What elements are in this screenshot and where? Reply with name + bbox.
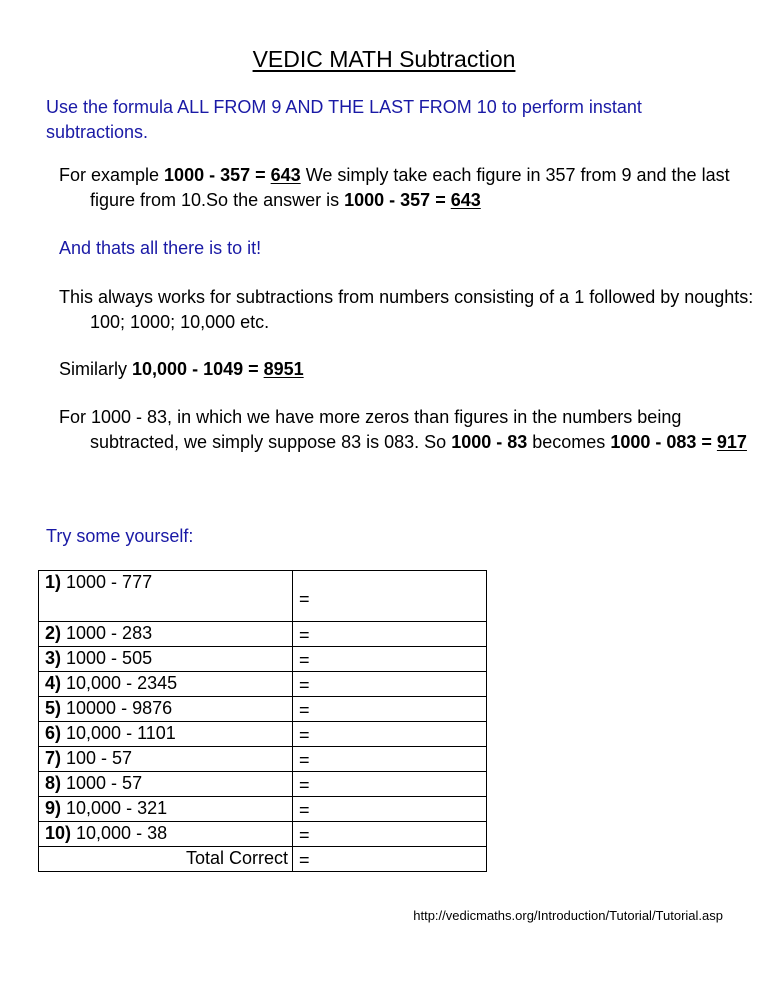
formula-intro: Use the formula ALL FROM 9 AND THE LAST FROM 10 to perform instant subtractions.: [46, 97, 642, 142]
exercise-answer-cell[interactable]: [293, 647, 487, 672]
zeros-text-1: For 1000 - 83, in which we have more zeros than figures in the numbers being subtracted, we simply suppose 83 is 083. So: [59, 407, 682, 452]
exercise-problem-cell: [39, 822, 293, 847]
exercise-number: 5): [45, 698, 62, 718]
zeros-expression: 1000 - 083 =: [610, 431, 717, 452]
similarly-paragraph: [59, 357, 768, 382]
zeros-answer: 917: [716, 431, 747, 452]
exercise-answer-cell[interactable]: [293, 697, 487, 722]
exercise-row: [39, 772, 487, 797]
exercise-answer-cell[interactable]: [293, 797, 487, 822]
exercise-answer-cell[interactable]: [293, 772, 487, 797]
exercise-number: 4): [45, 673, 62, 693]
exercise-answer-cell[interactable]: [293, 672, 487, 697]
exercise-row: [39, 622, 487, 647]
similarly-answer: 8951: [263, 359, 304, 379]
exercise-answer-cell[interactable]: [293, 622, 487, 647]
exercise-row: [39, 822, 487, 847]
equals-sign: =: [299, 750, 310, 770]
example-explanation: We simply take each figure in 357 from 9 and the last figure from 10.So the answer is: [90, 165, 730, 210]
exercise-number: 7): [45, 748, 62, 768]
total-correct-cell[interactable]: [293, 847, 487, 872]
similarly-expression: 10,000 - 1049 =: [132, 359, 264, 379]
exercise-problem-cell: [39, 697, 293, 722]
equals-sign: =: [299, 625, 310, 645]
equals-sign: =: [299, 850, 310, 870]
exercise-number: 6): [45, 723, 62, 743]
exercise-number: 2): [45, 623, 62, 643]
example-expression: 1000 - 357 =: [164, 165, 271, 185]
try-yourself-heading: Try some yourself:: [46, 526, 194, 546]
equals-sign: =: [299, 725, 310, 745]
exercise-number: 9): [45, 798, 62, 818]
exercise-problem: 10,000 - 2345: [61, 673, 178, 693]
exercise-row: [39, 747, 487, 772]
thats-all-note: And thats all there is to it!: [59, 238, 262, 258]
exercise-problem: 10000 - 9876: [61, 698, 173, 718]
equals-sign: =: [299, 675, 310, 695]
exercise-row: [39, 672, 487, 697]
exercise-number: 1): [45, 572, 62, 592]
exercise-answer-cell[interactable]: [293, 571, 487, 622]
equals-sign: =: [299, 700, 310, 720]
equals-sign: =: [299, 800, 310, 820]
exercise-problem-cell: [39, 772, 293, 797]
equals-sign: =: [299, 589, 310, 609]
zeros-text-2: becomes: [527, 431, 611, 452]
exercise-row: [39, 697, 487, 722]
example-answer: 643: [270, 165, 301, 185]
exercise-problem-cell: [39, 647, 293, 672]
exercise-number: 8): [45, 773, 62, 793]
exercise-problem: 1000 - 777: [61, 572, 153, 592]
zeros-paragraph: [59, 405, 768, 454]
exercise-problem: 10,000 - 1101: [61, 723, 176, 743]
exercise-answer-cell[interactable]: [293, 722, 487, 747]
exercise-number: 3): [45, 648, 62, 668]
exercise-row: [39, 722, 487, 747]
exercise-row: [39, 647, 487, 672]
exercise-problem: 100 - 57: [61, 748, 133, 768]
exercise-problem-cell: [39, 622, 293, 647]
exercise-problem: 10,000 - 321: [61, 798, 168, 818]
exercise-problem-cell: [39, 672, 293, 697]
exercise-number: 10): [45, 823, 72, 843]
exercise-problem: 1000 - 283: [61, 623, 153, 643]
example-answer-2: 643: [450, 189, 481, 210]
exercise-problem: 10,000 - 38: [71, 823, 168, 843]
example-paragraph: [59, 163, 768, 212]
similarly-prefix: Similarly: [59, 359, 133, 379]
exercise-problem-cell: [39, 747, 293, 772]
total-correct-label: Total Correct: [39, 847, 293, 872]
exercise-problem-cell: [39, 722, 293, 747]
zeros-bold-1: 1000 - 83: [451, 431, 528, 452]
exercise-row: [39, 797, 487, 822]
equals-sign: =: [299, 825, 310, 845]
exercise-answer-cell[interactable]: [293, 822, 487, 847]
equals-sign: =: [299, 650, 310, 670]
exercise-problem-cell: [39, 571, 293, 622]
exercise-answer-cell[interactable]: [293, 747, 487, 772]
exercise-problem-cell: [39, 797, 293, 822]
exercise-problem: 1000 - 57: [61, 773, 143, 793]
page-title: VEDIC MATH Subtraction: [252, 46, 516, 72]
exercise-row: [39, 571, 487, 622]
always-works-paragraph: This always works for subtractions from numbers consisting of a 1 followed by noughts: 100; 1000; 10,000 etc.: [59, 287, 754, 332]
example-expression-2: 1000 - 357 =: [344, 189, 451, 210]
total-row: [39, 847, 487, 872]
exercise-problem: 1000 - 505: [61, 648, 153, 668]
exercise-table: [38, 570, 487, 872]
example-prefix: For example: [59, 165, 165, 185]
source-url: http://vedicmaths.org/Introduction/Tutorial/Tutorial.asp: [413, 908, 723, 923]
equals-sign: =: [299, 775, 310, 795]
